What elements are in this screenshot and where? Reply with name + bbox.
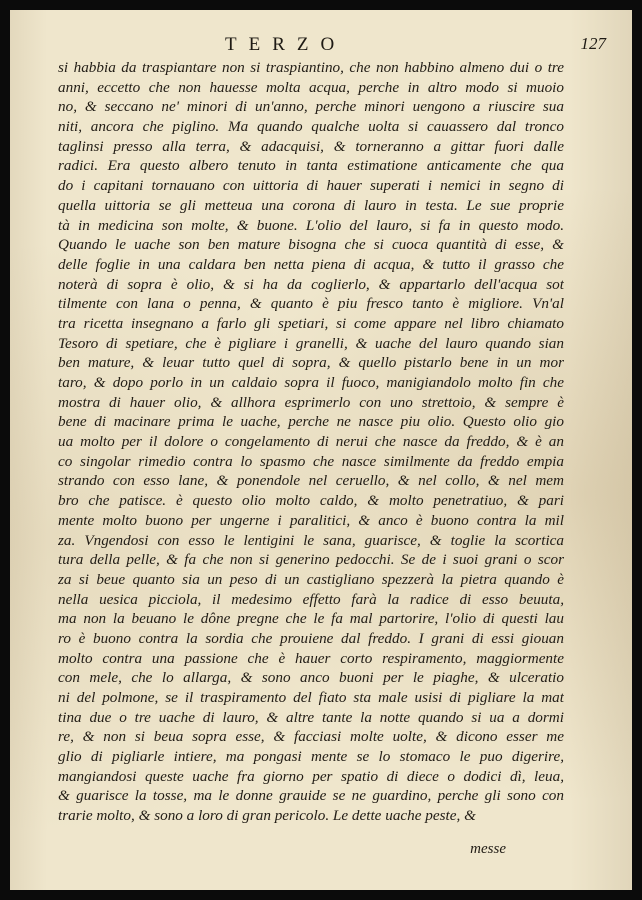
text-line: ma non la beuano le dône pregne che le fa mal partorire, l'olio di questi lau [58, 610, 564, 628]
text-line: trarie molto, & sono a loro di gran pericolo. Le dette uache peste, & [58, 807, 476, 825]
text-line: taglinsi presso alla terra, & adacquisi, & torneranno a gittar fuori dalle [58, 137, 564, 155]
text-line: ben mature, & leuar tutto quel di sopra, & quello pistarlo bene in un mor [58, 354, 564, 372]
text-line: delle foglie in una caldara ben netta piena di acqua, & tutto il grasso che [58, 255, 564, 273]
text-line: do i capitani tornauano con uittoria di hauer superati i nemici in segno di [58, 177, 564, 195]
text-line: bene di macinare prima le uache, perche ne nasce piu olio. Questo olio gio [58, 413, 564, 431]
text-line: bro che patisce. è questo olio molto caldo, & molto penetratiuo, & pari [58, 492, 564, 510]
text-line: strando con esso lane, & ponendole nel ceruello, & nel collo, & nel mem [58, 472, 564, 490]
text-line: mostra di hauer olio, & allhora esprimerlo con uno strettoio, & sempre è [58, 393, 564, 411]
body-text [58, 58, 564, 826]
text-line: tina due o tre uache di lauro, & altre tante la notte quando si ua a dormi [58, 708, 564, 726]
text-line: ro è buono contra la sordia che prouiene dal freddo. I grani di essi giouan [58, 629, 564, 647]
text-line: noterà di sopra è olio, & si ha da coglierlo, & appartarlo dell'acqua sot [58, 275, 564, 293]
text-line: glio di pigliarle intiere, ma pongasi mente se lo stomaco le puo digerire, [58, 748, 564, 766]
text-line: Quando le uache son ben mature bisogna che si cuoca quantità di esse, & [58, 236, 564, 254]
text-line: re, & non si beua sopra esse, & facciasi molte uolte, & dicono esser me [58, 728, 564, 746]
text-line: Tesoro di spetiare, che è pigliare i granelli, & uache del lauro quando sian [58, 334, 564, 352]
running-title: TERZO [225, 34, 347, 55]
text-line: & guarisce la tosse, ma le donne grauide se ne guardino, perche gli sono con [58, 787, 564, 805]
catchword: messe [470, 841, 506, 857]
page-header [10, 34, 632, 58]
text-line: molto contra una passione che è hauer corto respiramento, maggiormente [58, 649, 564, 667]
text-line: ni del polmone, se il traspiramento del fiato sta male usisi di pigliare la mat [58, 689, 564, 706]
text-line: niti, ancora che piglino. Ma quando qualche uolta si cauassero dal tronco [58, 118, 564, 136]
text-line: za si beue quanto sia un peso di un castigliano spezzerà la pietra quando è [58, 570, 564, 588]
text-line: tilmente con lana o penna, & quanto è piu fresco tanto è migliore. Vn'al [58, 295, 564, 313]
text-line: no, & seccano ne' minori di un'anno, perche minori uengono a riuscire sua [58, 98, 564, 116]
text-line: mente molto buono per ungerne i paralitici, & anco è buono contra la mil [58, 511, 564, 529]
text-line: quella uittoria se gli metteua una corona di lauro in testa. Le sue proprie [58, 196, 564, 214]
text-line: mangiandosi queste uache fra giorno per spatio di diece o dodici dì, leua, [58, 767, 564, 785]
text-line: ua molto per il dolore o congelamento di nerui che nasce da freddo, & è an [58, 433, 564, 451]
text-line: radici. Era questo albero tenuto in tanta estimatione anticamente che qua [58, 157, 564, 175]
text-line: tura della pelle, & fa che non si generino pedocchi. Se de i suoi grani o scor [58, 551, 564, 569]
text-line: tra ricetta insegnano a farlo gli spetiari, si come appare nel libro chiamato [58, 314, 564, 332]
text-line: taro, & dopo porlo in un caldaio sopra il fuoco, manigiandolo molto fin che [58, 374, 564, 391]
text-line: si habbia da traspiantare non si traspiantino, che non habbino almeno dui o tre [58, 59, 564, 76]
text-line: anni, eccetto che non hauesse molta acqua, perche in altro modo si muoio [58, 78, 564, 96]
text-line: tà in medicina son molte, & buone. L'olio del lauro, si fa in questo modo. [58, 216, 564, 234]
text-line: con mele, che lo allarga, & sono anco buoni per le piaghe, & ulceratio [58, 669, 564, 687]
book-page [10, 10, 632, 890]
text-line: nella uesica picciola, il medesimo effetto farà la radice di esso beuuta, [58, 590, 564, 608]
page-number: 127 [580, 34, 606, 53]
text-line: za. Vngendosi con esso le lentigini le sana, guarisce, & toglie la scortica [58, 531, 564, 549]
text-line: co singolar rimedio contra lo spasmo che nasce similmente da freddo empia [58, 452, 564, 470]
